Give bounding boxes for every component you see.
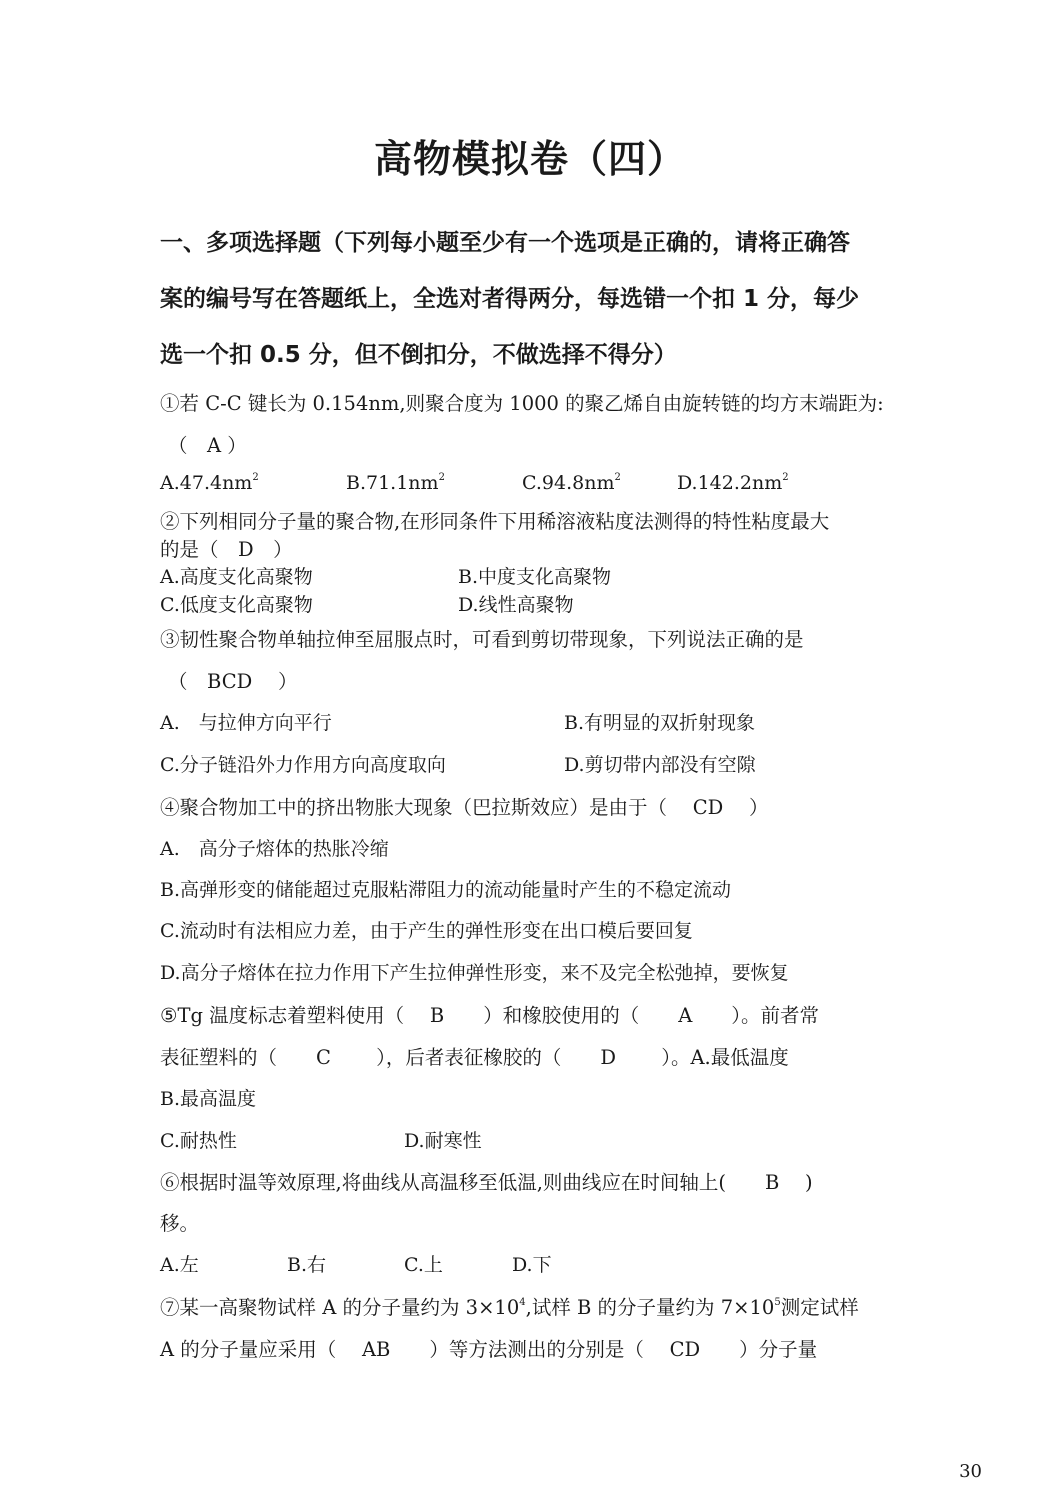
q3-option-d: D.剪切带内部没有空隙: [564, 754, 756, 776]
q3-stem: ③韧性聚合物单轴拉伸至屈服点时，可看到剪切带现象，下列说法正确的是: [160, 628, 804, 651]
q4-option-a: A. 高分子熔体的热胀冷缩: [160, 838, 389, 860]
q2-option-c: C.低度支化高聚物: [160, 594, 313, 616]
q2-option-b: B.中度支化高聚物: [458, 566, 612, 588]
q2-stem-line-1: ②下列相同分子量的聚合物,在形同条件下用稀溶液粘度法测得的特性粘度最大: [160, 510, 830, 533]
q5-stem-line-1: ⑤Tg 温度标志着塑料使用（ B ）和橡胶使用的（ A ）。前者常: [160, 1004, 820, 1027]
q7-stem-line-1: ⑦某一高聚物试样 A 的分子量约为 $3\times 10^4$,试样 B 的分子量约为 $7\times 10^5$测定试样: [160, 1296, 859, 1319]
section-heading-line-1: 一、多项选择题（下列每小题至少有一个选项是正确的，请将正确答: [160, 230, 850, 256]
page-number: 30: [959, 1461, 982, 1482]
q6-option-b: B.右: [287, 1254, 327, 1276]
q6-stem-line-2: 移。: [160, 1212, 200, 1235]
page-title: 高物模拟卷（四）: [373, 137, 686, 181]
q1-option-a: $A.47.4nm^2$: [160, 472, 259, 494]
q1-stem: ①若 C-C 键长为 0.154nm,则聚合度为 1000 的聚乙烯自由旋转链的均方末端距为:: [160, 392, 884, 415]
q4-stem: ④聚合物加工中的挤出物胀大现象（巴拉斯效应）是由于（ CD ）: [160, 796, 769, 819]
q4-option-c: C.流动时有法相应力差，由于产生的弹性形变在出口模后要回复: [160, 920, 693, 942]
q5-option-c: C.耐热性: [160, 1130, 237, 1152]
q4-option-d: D.高分子熔体在拉力作用下产生拉伸弹性形变，来不及完全松弛掉，要恢复: [160, 962, 789, 984]
q6-option-d: D.下: [512, 1254, 552, 1276]
q6-option-c: C.上: [404, 1254, 443, 1276]
q2-option-d: D.线性高聚物: [458, 594, 574, 616]
q4-option-b: B.高弹形变的储能超过克服粘滞阻力的流动能量时产生的不稳定流动: [160, 879, 732, 901]
q1-option-b: $B.71.1nm^2$: [346, 472, 445, 494]
q3-option-c: C.分子链沿外力作用方向高度取向: [160, 754, 446, 776]
q7-stem-line-2: A 的分子量应采用（ AB ）等方法测出的分别是（ CD ）分子量: [160, 1338, 818, 1361]
q6-option-a: A.左: [160, 1254, 199, 1276]
q1-answer: （ A ）: [168, 434, 247, 457]
section-heading-line-3: 选一个扣 0.5 分，但不倒扣分，不做选择不得分）: [160, 342, 677, 368]
q6-stem-line-1: ⑥根据时温等效原理,将曲线从高温移至低温,则曲线应在时间轴上( B ): [160, 1171, 813, 1194]
q5-option-b: B.最高温度: [160, 1088, 257, 1110]
q1-option-c: $C.94.8nm^2$: [522, 472, 621, 494]
q5-stem-line-2: 表征塑料的（ C ），后者表征橡胶的（ D ）。A.最低温度: [160, 1046, 789, 1069]
q1-option-d: $D.142.2nm^2$: [677, 472, 789, 494]
q3-answer: （ BCD ）: [168, 670, 298, 693]
section-heading-line-2: 案的编号写在答题纸上，全选对者得两分，每选错一个扣 1 分，每少: [160, 286, 860, 312]
q5-option-d: D.耐寒性: [404, 1130, 482, 1152]
q2-stem-line-2: 的是（ D ）: [160, 538, 293, 561]
q2-option-a: A.高度支化高聚物: [160, 566, 313, 588]
q3-option-b: B.有明显的双折射现象: [564, 712, 756, 734]
q3-option-a: A. 与拉伸方向平行: [160, 712, 332, 734]
